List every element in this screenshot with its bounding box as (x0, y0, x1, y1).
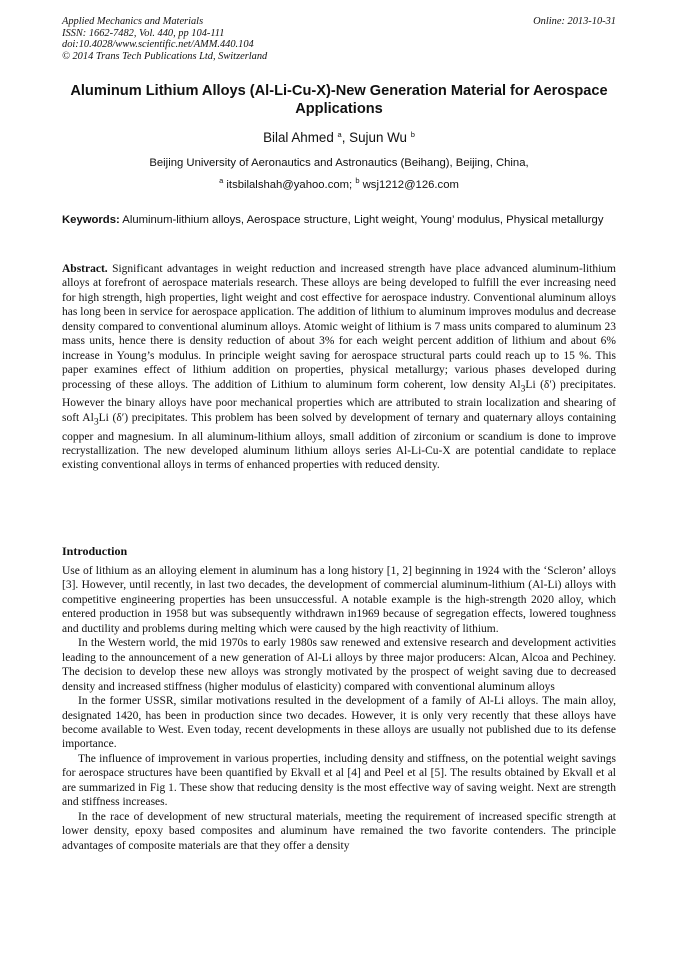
body-paragraph: In the race of development of new structural materials, meeting the requirement of increased specific strength at lower density, epoxy based composites and aluminum have remained the two favorite contenders. The principle advantages of composite materials are that they offer a density (62, 810, 616, 852)
keywords-text: Aluminum-lithium alloys, Aerospace structure, Light weight, Young’ modulus, Physical metallurgy (122, 214, 604, 226)
author-superscript: a (337, 130, 342, 139)
online-date: Online: 2013-10-31 (533, 16, 616, 27)
email-a: itsbilalshah@yahoo.com; (226, 179, 353, 191)
email-b: wsj1212@126.com (362, 179, 459, 191)
section-heading: Introduction (62, 544, 128, 558)
author-superscript: b (410, 130, 415, 139)
subscript: 3 (520, 382, 526, 394)
body-paragraph: In the Western world, the mid 1970s to early 1980s saw renewed and extensive research and development activities leading to the announcement of a new generation of Al-Li alloys by three major producers: Alcan, Alcoa and Pechiney. The decision to develop these new alloys was strongly motivated by the prospect of weight saving due to decreased density and increased stiffness (higher modulus of elasticity) compared with conventional aluminum alloys (62, 637, 616, 693)
copyright-line: © 2014 Trans Tech Publications Ltd, Switzerland (62, 50, 268, 62)
subscript: 3 (93, 416, 99, 428)
body-paragraph: In the former USSR, similar motivations resulted in the development of a family of Al-Li alloys. The main alloy, designated 1420, has been in production since two decades. However, it is only very recently that these alloys have become available to West. Even today, recent developments in these alloys are usually not published due to its defense importance. (62, 695, 616, 751)
author-emails (62, 178, 616, 192)
issn-line: ISSN: 1662-7482, Vol. 440, pp 104-111 (62, 27, 225, 39)
journal-header (62, 16, 616, 62)
author-name: Sujun Wu (349, 130, 407, 145)
email-superscript: b (355, 176, 360, 185)
abstract (62, 262, 616, 473)
email-superscript: a (219, 176, 224, 185)
introduction-body (62, 564, 616, 853)
paper-title: Aluminum Lithium Alloys (Al-Li-Cu-X)-New Generation Material for Aerospace Applications (70, 83, 608, 117)
body-paragraph: Use of lithium as an alloying element in aluminum has a long history [1, 2] beginning in 1924 with the ‘Scleron’ alloys [3]. However, until recently, in last two decades, the development of commercial aluminum-lithium (Al-Li) alloys with competitive engineering properties has been unsuccessful. A notable example is the high-strength 2020 alloy, which entered production in 1958 but was subsequently withdrawn in1969 because of segregation effects, lowered toughness and ductility and problems during melting which were caused by the high reactivity of lithium. (62, 565, 616, 635)
affiliation: Beijing University of Aeronautics and Astronautics (Beihang), Beijing, China, (149, 157, 529, 169)
keywords-label: Keywords: (62, 214, 120, 226)
journal-name: Applied Mechanics and Materials (62, 16, 204, 27)
author-list (62, 129, 616, 147)
author-separator: , (341, 130, 350, 145)
doi-line: doi:10.4028/www.scientific.net/AMM.440.104 (62, 39, 254, 51)
author-name: Bilal Ahmed (263, 130, 334, 145)
keywords (62, 213, 616, 227)
abstract-text: Significant advantages in weight reduction and increased strength have place advanced aluminum-lithium alloys at forefront of aerospace materials research. These alloys are being developed to fulfill the ever increasing need for high strength, high properties, light weight and cost effective for aerospace industry. Conventional aluminum alloys has long been in service for aerospace application. The addition of lithium to aluminum improves modulus and decrease density compared to conventional aluminum alloys. Atomic weight of lithium is 7 mass units compared to aluminum 23 mass units, hence there is density reduction of about 3% for each weight percent addition of lithium and about 6% increase in Young’s modulus. In principle weight saving for aerospace structural parts could reach up to 15 %. This paper examines effect of lithium addition on properties, physical metallurgy; various phases developed during processing of these alloys. The addition of Lithium to aluminum form coherent, low density Al (62, 263, 617, 391)
body-paragraph: The influence of improvement in various properties, including density and stiffness, on the potential weight savings for aerospace structures have been quantified by Ekvall et al [4] and Peel et al [5]. The results obtained by Ekvall et al are summarized in Fig 1. These show that reducing density is the most effective way of saving weight. Next are strength and stiffness increases. (62, 752, 616, 809)
abstract-label: Abstract. (62, 263, 108, 275)
abstract-text: Li (δ′) precipitates. However the binary alloys have poor mechanical properties which are attributed to strain localization and shearing of soft Al (62, 378, 616, 424)
abstract-text: Li (δ′) precipitates. This problem has been solved by development of ternary and quaternary alloys containing copper and magnesium. In all aluminum-lithium alloys, small addition of zirconium or scandium is done to improve recrystallization. The new developed aluminum lithium alloys series Al-Li-Cu-X are potential candidate to replace existing conventional alloys in terms of enhanced properties with reduced density. (62, 411, 617, 472)
